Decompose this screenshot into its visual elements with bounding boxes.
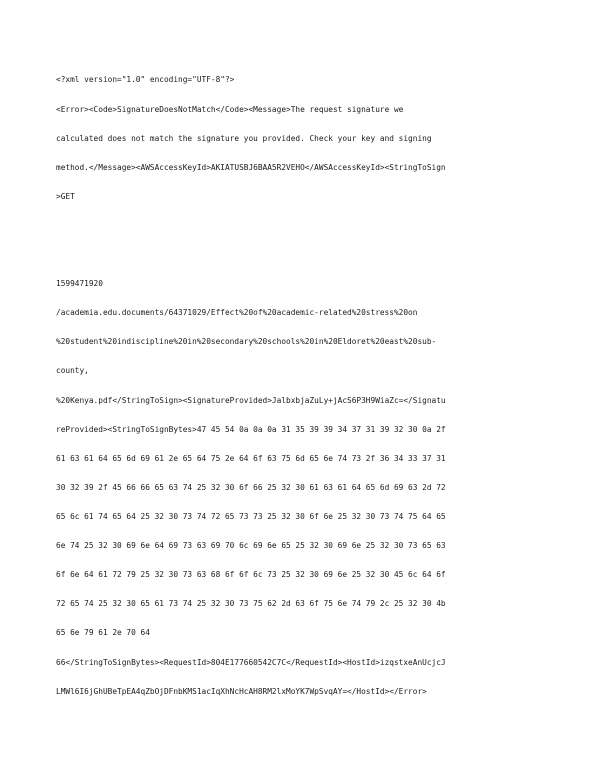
document-line: 65 6c 61 74 65 64 25 32 30 73 74 72 65 73 73 25 32 30 6f 6e 25 32 30 73 74 75 64 65: [56, 512, 446, 522]
document-line: 30 32 39 2f 45 66 66 65 63 74 25 32 30 6f 66 25 32 30 61 63 61 64 65 6d 69 63 2d 72: [56, 482, 446, 492]
document-line: <Error><Code>SignatureDoesNotMatch</Code><Message>The request signature we: [56, 104, 404, 114]
document-line: [56, 221, 556, 231]
document-line: >GET: [56, 191, 75, 201]
document-line: reProvided><StringToSignBytes>47 45 54 0a 0a 0a 31 35 39 39 34 37 31 39 32 30 0a 2f: [56, 424, 446, 434]
document-line: calculated does not match the signature you provided. Check your key and signing: [56, 133, 432, 143]
document-line: county,: [56, 366, 89, 376]
document-line: 6f 6e 64 61 72 79 25 32 30 73 63 68 6f 6f 6c 73 25 32 30 69 6e 25 32 30 45 6c 64 6f: [56, 570, 446, 580]
document-line: 1599471920: [56, 279, 103, 289]
document-line: 66</StringToSignBytes><RequestId>804E177660542C7C</RequestId><HostId>izqstxeAnUcjcJ: [56, 657, 446, 667]
document-line: [56, 250, 556, 260]
document-line: %20Kenya.pdf</StringToSign><SignatureProvided>JalbxbjaZuLy+jAcS6P3H9WiaZc=</Signatu: [56, 395, 446, 405]
document-line: <?xml version="1.0" encoding="UTF-8"?>: [56, 75, 235, 85]
document-line: LMWl6I6jGhUBeTpEA4qZbOjDFnbKMS1acIqXhNcHcAH8RM2lxMoYK7WpSvqAY=</HostId></Error>: [56, 686, 427, 696]
document-line: 65 6e 79 61 2e 70 64: [56, 628, 150, 638]
document-line: /academia.edu.documents/64371029/Effect%20of%20academic-related%20stress%20on: [56, 308, 418, 318]
xml-error-response: [56, 56, 556, 716]
document-line: 72 65 74 25 32 30 65 61 73 74 25 32 30 73 75 62 2d 63 6f 75 6e 74 79 2c 25 32 30 4b: [56, 599, 446, 609]
document-line: 6e 74 25 32 30 69 6e 64 69 73 63 69 70 6c 69 6e 65 25 32 30 69 6e 25 32 30 73 65 63: [56, 541, 446, 551]
document-line: method.</Message><AWSAccessKeyId>AKIATUSBJ6BAA5R2VEHO</AWSAccessKeyId><StringToSign: [56, 162, 446, 172]
document-line: %20student%20indiscipline%20in%20secondary%20schools%20in%20Eldoret%20east%20sub-: [56, 337, 437, 347]
document-line: 61 63 61 64 65 6d 69 61 2e 65 64 75 2e 64 6f 63 75 6d 65 6e 74 73 2f 36 34 33 37 31: [56, 453, 446, 463]
